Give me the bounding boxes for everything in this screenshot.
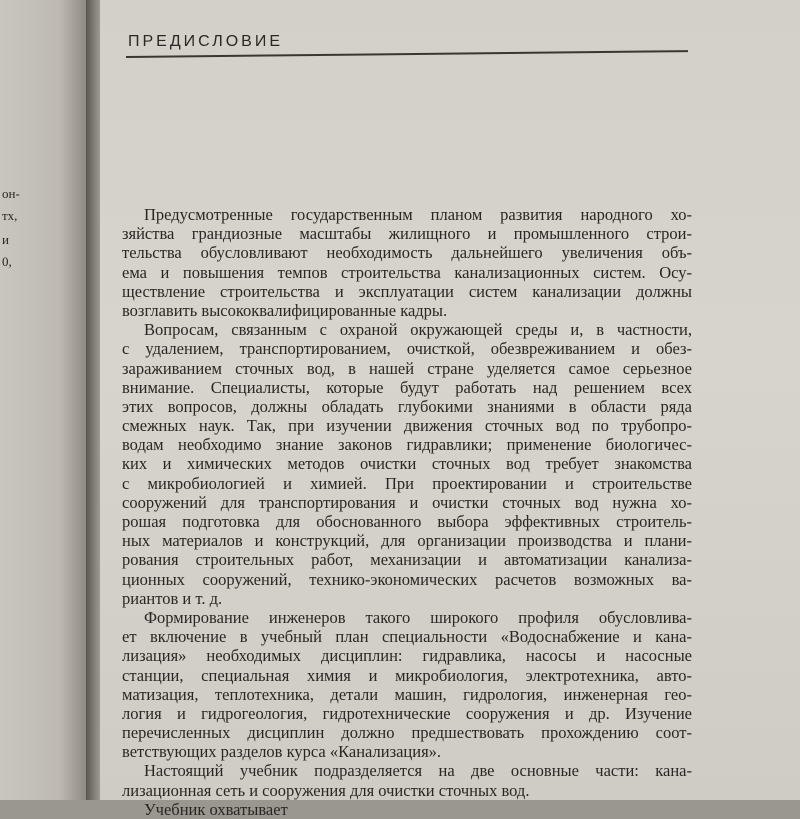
left-page-fragment: тх, [2, 208, 18, 223]
text-line: Настоящий учебник подразделяется на две основные части: кана- [144, 761, 692, 781]
left-page-fragment: и [2, 232, 9, 247]
text-line: ет включение в учебный план специальности «Водоснабжение и кана- [122, 627, 692, 647]
text-line: ществление строительства и эксплуатации систем канализации должны [122, 281, 692, 301]
text-line: станции, специальная химия и микробиология, электротехника, авто- [122, 665, 692, 685]
text-line: внимание. Специалисты, которые будут работать над решением всех [122, 377, 692, 397]
text-line: Формирование инженеров такого широкого профиля обусловлива- [144, 607, 692, 627]
text-line: ционных сооружений, технико-экономических расчетов возможных ва- [122, 569, 692, 589]
text-line: сооружений для транспортирования и очистки сточных вод нужна хо- [122, 492, 692, 512]
text-line: с удалением, транспортированием, очисткой, обезвреживанием и обез- [122, 339, 692, 359]
text-line: лизационная сеть и сооружения для очистки сточных вод. [122, 780, 530, 800]
text-line: ема и повышения темпов строительства канализационных систем. Осу- [122, 262, 692, 282]
body-text [122, 205, 692, 819]
text-line: возглавить высококвалифицированные кадры. [122, 300, 448, 320]
text-line: рошая подготовка для обоснованного выбора эффективных строитель- [122, 512, 692, 531]
text-line: риантов и т. д. [122, 588, 223, 608]
text-line: зяйства грандиозные масштабы жилищного и промышленного строи- [122, 224, 692, 244]
text-line: тельства обусловливают необходимость дальнейшего увеличения объ- [122, 243, 692, 263]
page-heading: ПРЕДИСЛОВИЕ [128, 33, 283, 50]
left-page [0, 0, 86, 800]
text-line: ветствующих разделов курса «Канализация». [122, 742, 442, 762]
text-line: с микробиологией и химией. При проектировании и строительстве [122, 473, 692, 493]
text-line: Предусмотренные государственным планом развития народного хо- [144, 205, 692, 224]
left-page-fragment: он- [2, 186, 20, 201]
text-line: логия и гидрогеология, гидротехнические сооружения и др. Изучение [122, 703, 692, 723]
text-line: смежных наук. Так, при изучении движения сточных вод по трубопро- [122, 416, 692, 436]
text-line: Вопросам, связанным с охраной окружающей среды и, в частности, [144, 320, 692, 340]
text-line: этих вопросов, должны обладать глубокими знаниями в области ряда [122, 396, 692, 416]
text-line: матизация, теплотехника, детали машин, гидрология, инженерная гео- [122, 684, 692, 704]
text-line: зараживанием сточных вод, в нашей стране уделяется самое серьезное [122, 358, 692, 378]
right-page [100, 0, 800, 819]
text-line: ких и химических методов очистки сточных вод требует знакомства [122, 454, 692, 474]
text-line: водам необходимо знание законов гидравлики; применение биологичес- [122, 435, 692, 455]
text-line: Учебник охватывает [144, 799, 288, 819]
heading-rule [126, 50, 688, 58]
text-line: рования строительных работ, механизации и автоматизации канализа- [122, 550, 692, 570]
left-page-fragment: 0, [2, 254, 12, 269]
text-line: лизация» необходимых дисциплин: гидравлика, насосы и насосные [122, 646, 692, 666]
text-line: ных материалов и конструкций, для организации производства и плани- [122, 531, 692, 551]
text-line: перечисленных дисциплин должно предшествовать прохождению соот- [122, 723, 692, 743]
